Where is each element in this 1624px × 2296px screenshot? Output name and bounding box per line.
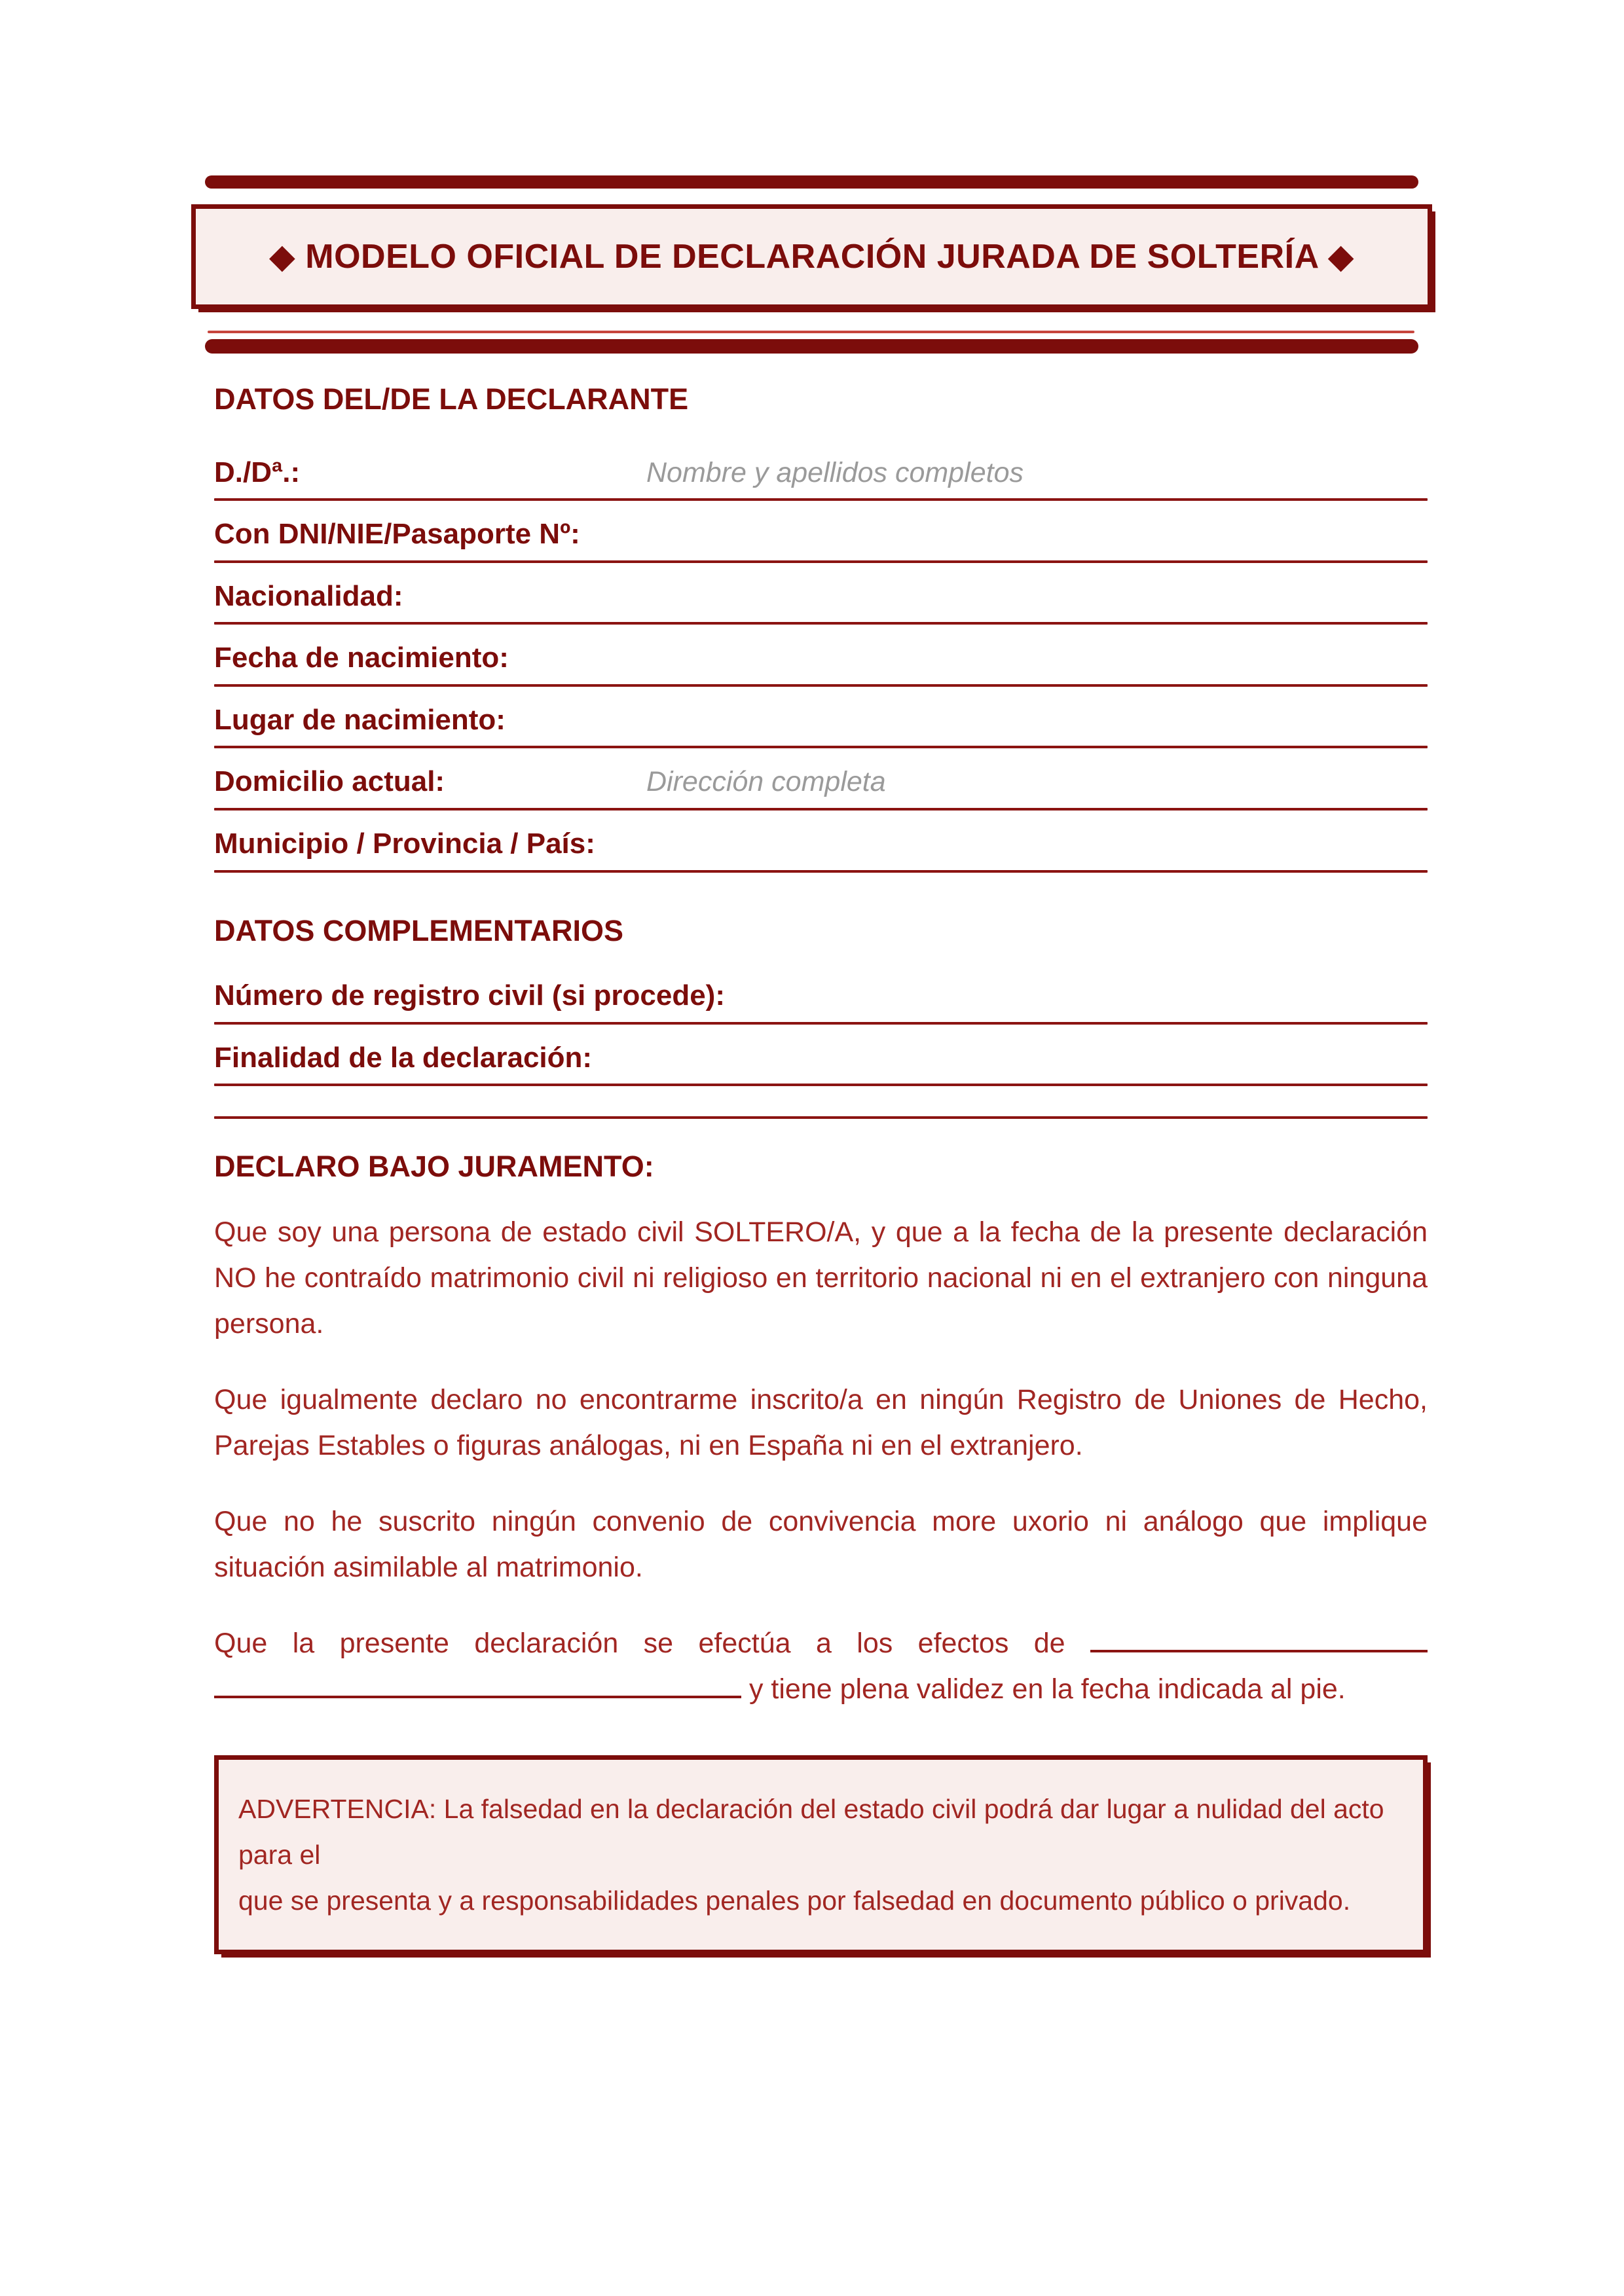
field-input-line-birth-place[interactable] bbox=[214, 746, 1428, 748]
section-heading-complementary: DATOS COMPLEMENTARIOS bbox=[214, 913, 624, 947]
warning-box bbox=[214, 1755, 1428, 1954]
field-input-line-municipality[interactable] bbox=[214, 870, 1428, 873]
warning-text-line1: ADVERTENCIA: La falsedad en la declaración del estado civil podrá dar lugar a nulidad del acto para el bbox=[238, 1793, 1384, 1870]
header-divider bbox=[205, 331, 1418, 354]
field-row-civil-registry bbox=[214, 979, 1428, 1025]
header-divider-thin-line bbox=[208, 331, 1414, 333]
purpose-text-before-blank: Que la presente declaración se efectúa a los efectos de bbox=[214, 1627, 1065, 1659]
declaration-paragraph-purpose bbox=[214, 1620, 1428, 1712]
field-label-purpose: Finalidad de la declaración: bbox=[214, 1041, 593, 1074]
field-row-municipality bbox=[214, 828, 1428, 873]
field-label-birth-place: Lugar de nacimiento: bbox=[214, 703, 506, 736]
purpose-blank-line-1[interactable] bbox=[1090, 1633, 1428, 1652]
purpose-blank-line-2[interactable] bbox=[214, 1679, 741, 1698]
field-row-name bbox=[214, 456, 1428, 501]
declaration-paragraph-registry: Que igualmente declaro no encontrarme inscrito/a en ningún Registro de Uniones de Hecho, Parejas Estables o figuras análogas, ni en España ni en el extranjero. bbox=[214, 1383, 1428, 1461]
field-input-line-purpose-extra[interactable] bbox=[214, 1116, 1428, 1119]
field-placeholder-address: Dirección completa bbox=[646, 766, 886, 798]
field-input-line-purpose[interactable] bbox=[214, 1084, 1428, 1086]
field-label-nationality: Nacionalidad: bbox=[214, 579, 403, 612]
document-title: ◆ MODELO OFICIAL DE DECLARACIÓN JURADA DE SOLTERÍA ◆ bbox=[268, 238, 1355, 276]
field-label-civil-registry: Número de registro civil (si procede): bbox=[214, 979, 725, 1012]
field-label-name: D./Dª.: bbox=[214, 456, 301, 488]
warning-text-line2: que se presenta y a responsabilidades penales por falsedad en documento público o privado. bbox=[238, 1885, 1351, 1916]
declaration-paragraph-cohabitation: Que no he suscrito ningún convenio de convivencia more uxorio ni análogo que implique situación asimilable al matrimonio. bbox=[214, 1505, 1428, 1583]
field-input-line-address[interactable] bbox=[214, 808, 1428, 811]
top-divider-bar bbox=[205, 175, 1418, 189]
title-box bbox=[191, 204, 1432, 309]
field-row-birth-place bbox=[214, 704, 1428, 749]
field-input-line-id-number[interactable] bbox=[214, 560, 1428, 563]
field-row-address bbox=[214, 765, 1428, 811]
field-row-purpose bbox=[214, 1042, 1428, 1087]
field-input-line-civil-registry[interactable] bbox=[214, 1022, 1428, 1025]
purpose-text-after-blank: y tiene plena validez en la fecha indicada al pie. bbox=[748, 1673, 1346, 1705]
field-label-id-number: Con DNI/NIE/Pasaporte Nº: bbox=[214, 518, 580, 551]
section-heading-declaration: DECLARO BAJO JURAMENTO: bbox=[214, 1150, 654, 1184]
field-placeholder-name: Nombre y apellidos completos bbox=[646, 456, 1024, 488]
field-input-line-birth-date[interactable] bbox=[214, 684, 1428, 687]
document-body bbox=[214, 383, 1428, 1954]
field-row-nationality bbox=[214, 580, 1428, 625]
field-row-birth-date bbox=[214, 642, 1428, 687]
field-label-municipality: Municipio / Provincia / País: bbox=[214, 828, 595, 860]
header-divider-bar bbox=[205, 339, 1418, 354]
section-heading-declarant: DATOS DEL/DE LA DECLARANTE bbox=[214, 382, 689, 416]
field-label-birth-date: Fecha de nacimiento: bbox=[214, 642, 509, 674]
field-row-id-number bbox=[214, 518, 1428, 563]
field-input-line-name[interactable] bbox=[214, 498, 1428, 501]
field-input-line-nationality[interactable] bbox=[214, 622, 1428, 625]
field-label-address: Domicilio actual: bbox=[214, 765, 445, 798]
declaration-paragraph-civil-status: Que soy una persona de estado civil SOLTERO/A, y que a la fecha de la presente declaración NO he contraído matrimonio civil ni religioso en territorio nacional ni en el extranjero con ninguna persona. bbox=[214, 1216, 1428, 1339]
